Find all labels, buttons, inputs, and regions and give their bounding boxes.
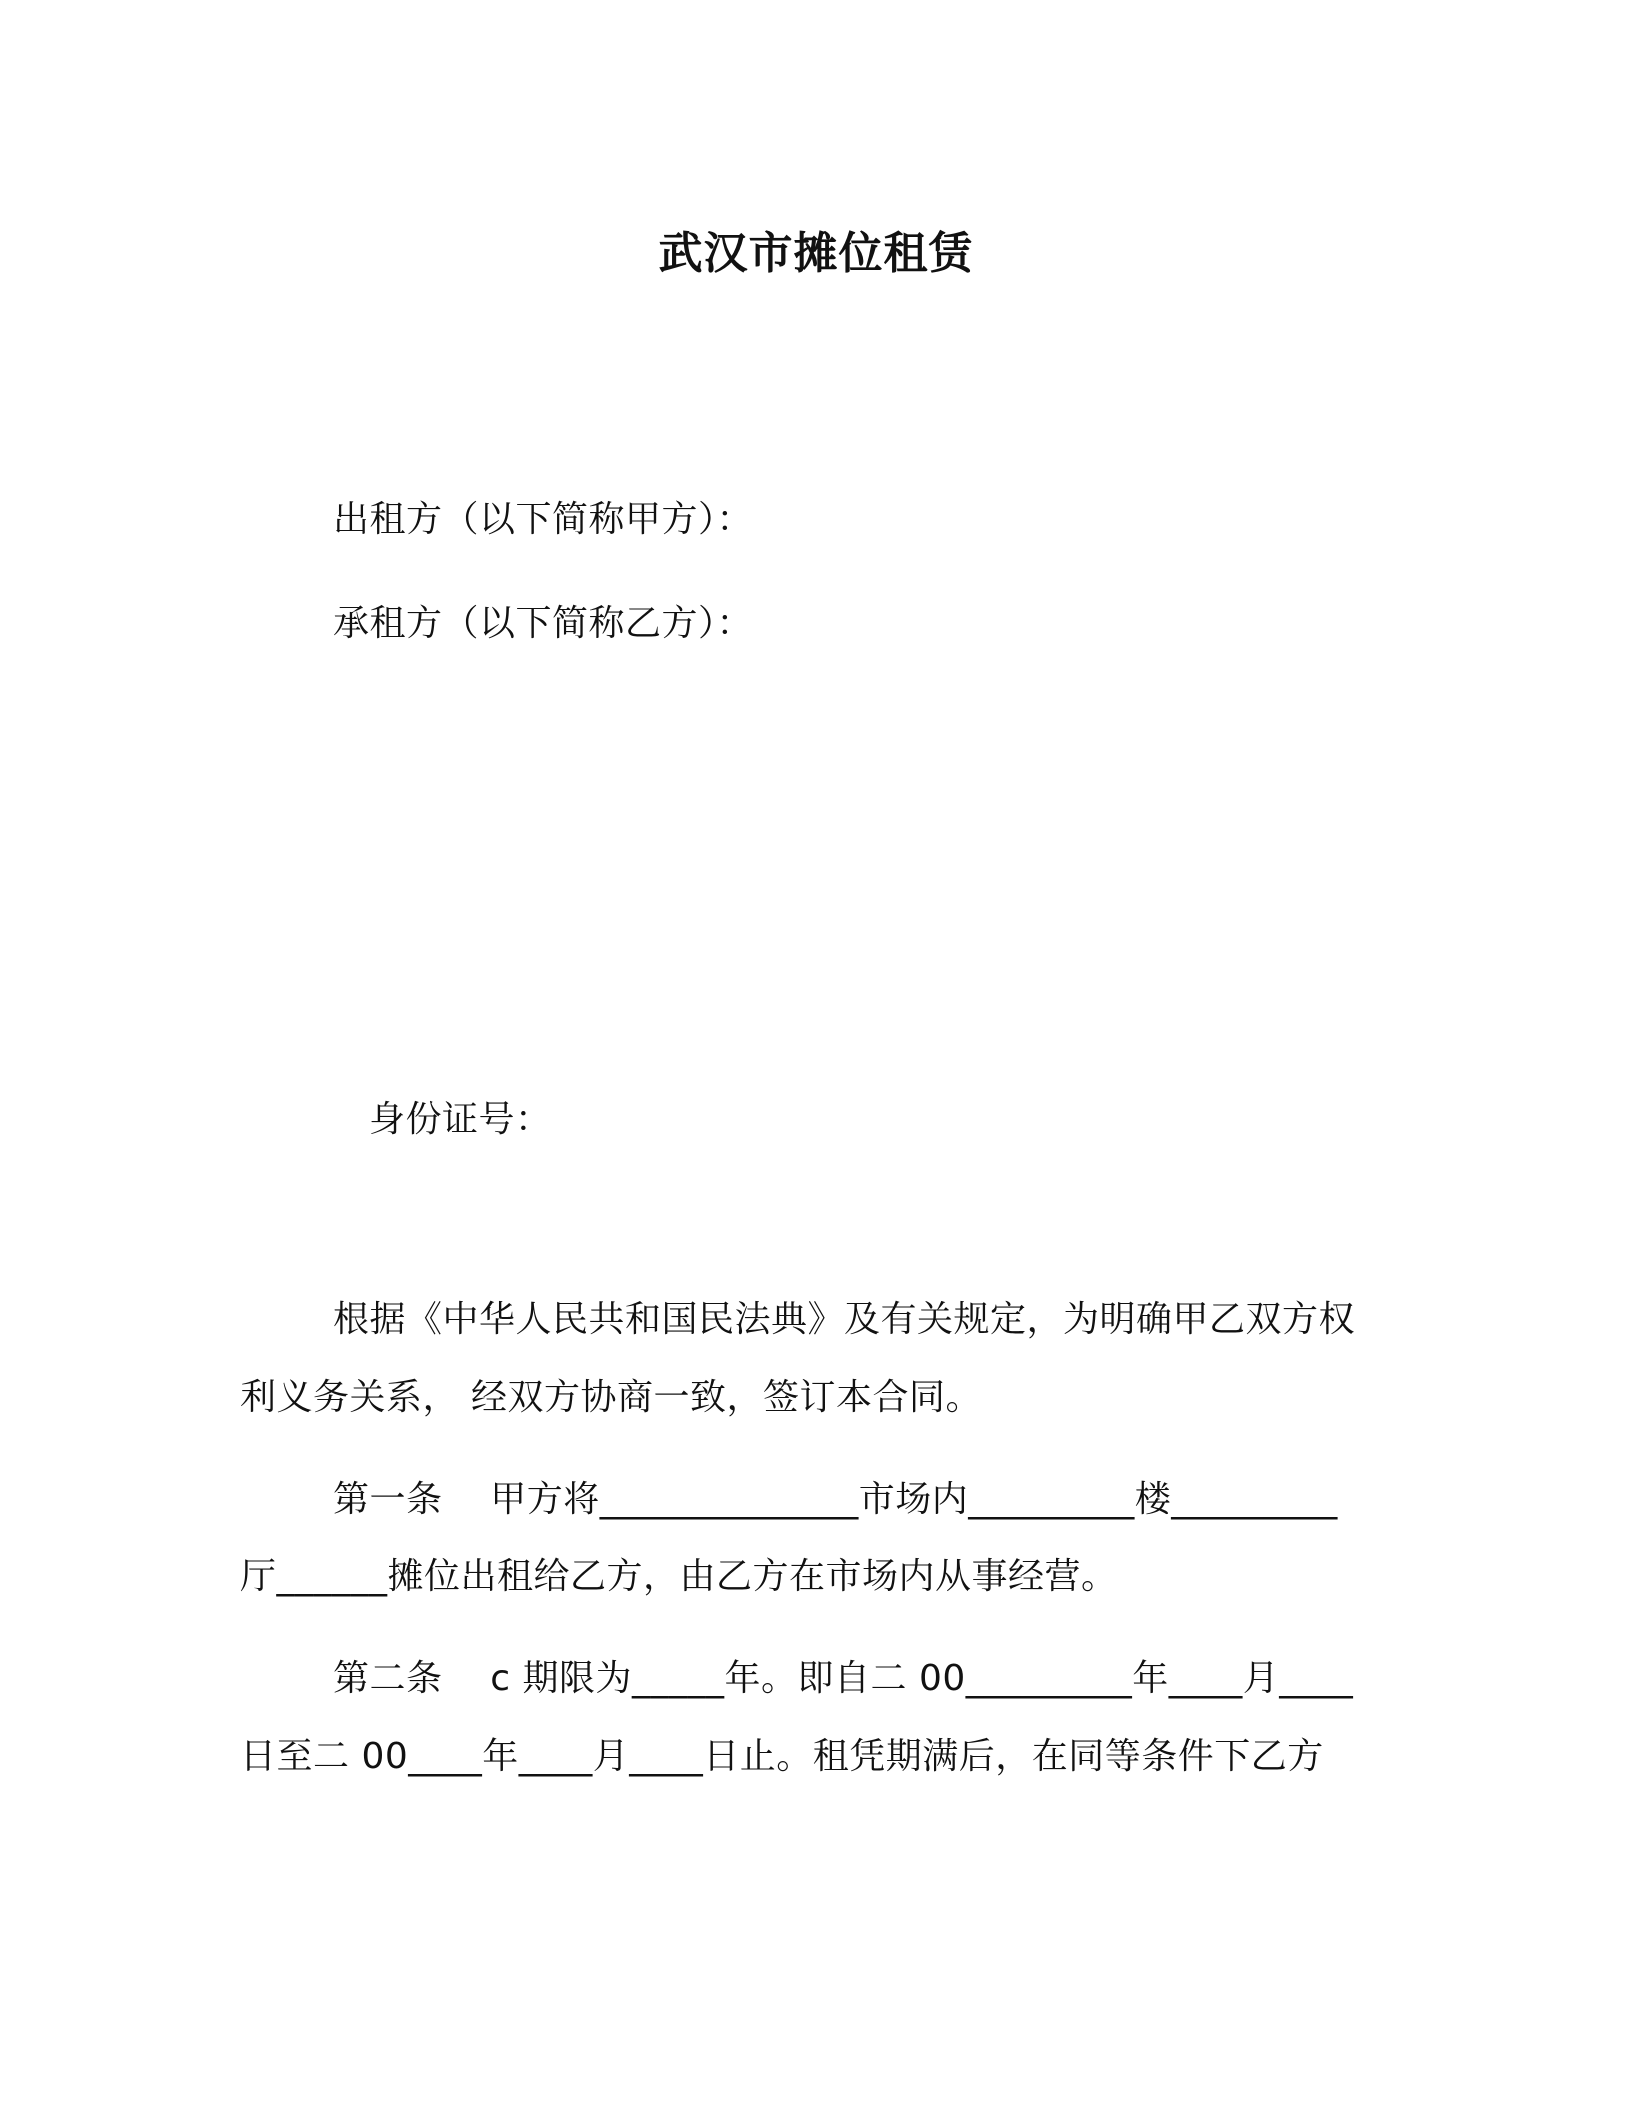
- lessor-line: 出租方（以下简称甲方）：: [333, 499, 754, 540]
- article2-line-2: 日至二 00____年____月____日止。租凭期满后，在同等条件下乙方: [240, 1736, 1324, 1777]
- article1-line-1: 第一条 甲方将______________市场内_________楼_________: [333, 1479, 1338, 1520]
- preamble-line-1: 根据《中华人民共和国民法典》及有关规定，为明确甲乙双方权: [333, 1299, 1356, 1340]
- document-title: 武汉市摊位租赁: [658, 228, 974, 279]
- lessee-line: 承租方（以下简称乙方）：: [333, 603, 754, 644]
- article2-line-1: 第二条 c 期限为_____年。即自二 00_________年____月____: [333, 1658, 1354, 1699]
- preamble-line-2: 利义务关系， 经双方协商一致，签订本合同。: [240, 1377, 982, 1418]
- id-number-line: 身份证号：: [369, 1099, 552, 1140]
- article1-line-2: 厅______摊位出租给乙方，由乙方在市场内从事经营。: [240, 1556, 1118, 1597]
